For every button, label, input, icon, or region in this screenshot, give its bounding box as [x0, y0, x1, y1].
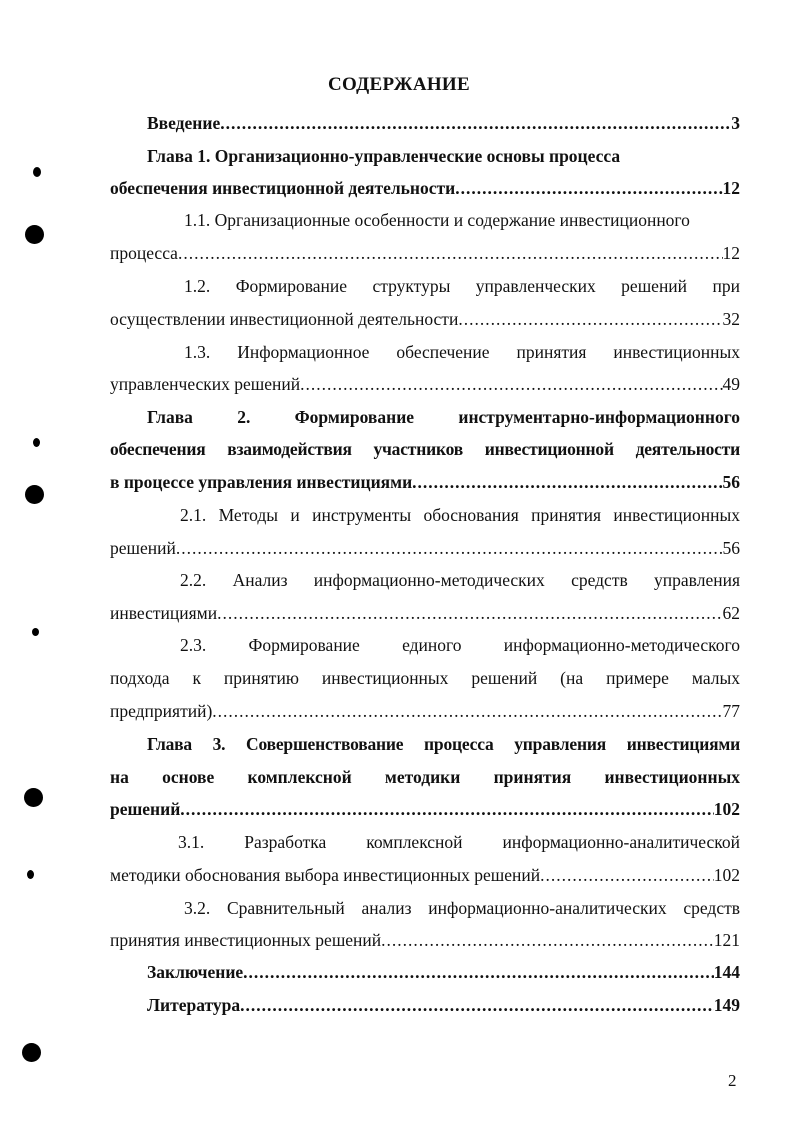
- toc-page: 77: [722, 701, 740, 721]
- binder-hole-mark: [33, 438, 40, 447]
- toc-label: Введение: [147, 113, 221, 133]
- toc-page: 144: [713, 962, 740, 982]
- toc-leader: [240, 993, 714, 1017]
- toc-chapter-1-line2: [110, 176, 740, 200]
- toc-leader: [176, 536, 723, 560]
- toc-leader: [458, 307, 722, 331]
- toc-leader: [412, 470, 722, 494]
- toc-leader: [455, 176, 722, 200]
- toc-section-1-3-line2: [110, 372, 740, 396]
- toc-label: обеспечения инвестиционной деятельности: [110, 178, 456, 198]
- binder-hole-mark: [32, 628, 39, 636]
- toc-page: 62: [722, 603, 740, 623]
- toc-label: в процессе управления инвестициями: [110, 472, 413, 492]
- toc-chapter-1-line1: Глава 1. Организационно-управленческие основы процесса: [147, 146, 621, 166]
- toc-section-2-3-line3: [110, 699, 740, 723]
- toc-section-2-2-line1: 2.2. Анализ информационно-методических средств управления: [180, 570, 740, 590]
- toc-chapter-3-line3: [110, 797, 740, 821]
- toc-section-3-2-line1: 3.2. Сравнительный анализ информационно-аналитических средств: [184, 898, 740, 918]
- toc-chapter-3-line1: Глава 3. Совершенствование процесса управления инвестициями: [147, 734, 740, 754]
- toc-label: решений: [110, 799, 181, 819]
- toc-leader: [243, 960, 714, 984]
- toc-page: 56: [722, 538, 740, 558]
- toc-leader: [178, 241, 723, 265]
- toc-entry-conclusion: [147, 960, 740, 984]
- toc-leader: [180, 797, 713, 821]
- toc-section-1-3-line1: 1.3. Информационное обеспечение принятия инвестиционных: [184, 342, 740, 362]
- toc-page: 149: [713, 995, 740, 1015]
- toc-section-3-1-line1: 3.1. Разработка комплексной информационно-аналитической: [178, 832, 740, 852]
- toc-page: 3: [731, 113, 740, 133]
- toc-label: инвестициями: [110, 603, 218, 623]
- toc-label: решений: [110, 538, 176, 558]
- toc-section-1-2-line1: 1.2. Формирование структуры управленческих решений при: [184, 276, 740, 296]
- toc-label: предприятий): [110, 701, 213, 721]
- toc-label: Литература: [147, 995, 241, 1015]
- toc-leader: [217, 601, 722, 625]
- toc-leader: [540, 863, 714, 887]
- toc-section-2-1-line1: 2.1. Методы и инструменты обоснования принятия инвестиционных: [180, 505, 740, 525]
- toc-label: процесса: [110, 243, 178, 263]
- toc-label: управленческих решений: [110, 374, 301, 394]
- toc-page: 32: [722, 309, 740, 329]
- toc-section-2-3-line1: 2.3. Формирование единого информационно-методического: [180, 635, 740, 655]
- toc-section-2-1-line2: [110, 536, 740, 560]
- toc-page: 12: [722, 243, 740, 263]
- toc-label: осуществлении инвестиционной деятельности: [110, 309, 459, 329]
- toc-label: Заключение: [147, 962, 244, 982]
- toc-section-3-1-line2: [110, 863, 740, 887]
- toc-leader: [212, 699, 722, 723]
- page-title: СОДЕРЖАНИЕ: [328, 74, 470, 95]
- toc-leader: [300, 372, 722, 396]
- binder-hole: [22, 1043, 41, 1062]
- toc-page: 49: [722, 374, 740, 394]
- page-number: 2: [728, 1071, 737, 1090]
- binder-hole: [24, 788, 43, 807]
- toc-chapter-2-line3: [110, 470, 740, 494]
- binder-hole-mark: [33, 167, 41, 177]
- toc-label: методики обоснования выбора инвестиционных решений: [110, 865, 541, 885]
- toc-section-1-1-line1: 1.1. Организационные особенности и содержание инвестиционного: [184, 210, 690, 230]
- toc-leader: [220, 111, 731, 135]
- toc-label: принятия инвестиционных решений: [110, 930, 382, 950]
- binder-hole: [25, 485, 44, 504]
- toc-section-1-1-line2: [110, 241, 740, 265]
- binder-hole-mark: [27, 870, 34, 879]
- toc-page: 121: [713, 930, 740, 950]
- toc-section-1-2-line2: [110, 307, 740, 331]
- toc-page: 102: [713, 799, 740, 819]
- toc-page: 102: [713, 865, 740, 885]
- toc-section-2-3-line2: подхода к принятию инвестиционных решений (на примере малых: [110, 668, 740, 688]
- toc-chapter-2-line1: Глава 2. Формирование инструментарно-информационного: [147, 407, 740, 427]
- toc-page: 56: [722, 472, 740, 492]
- binder-hole: [25, 225, 44, 244]
- toc-chapter-2-line2: обеспечения взаимодействия участников инвестиционной деятельности: [110, 439, 740, 459]
- toc-page: 12: [722, 178, 740, 198]
- toc-chapter-3-line2: на основе комплексной методики принятия инвестиционных: [110, 767, 740, 787]
- toc-section-2-2-line2: [110, 601, 740, 625]
- toc-entry-intro: [147, 111, 740, 135]
- toc-entry-literature: [147, 993, 740, 1017]
- toc-leader: [381, 928, 714, 952]
- toc-section-3-2-line2: [110, 928, 740, 952]
